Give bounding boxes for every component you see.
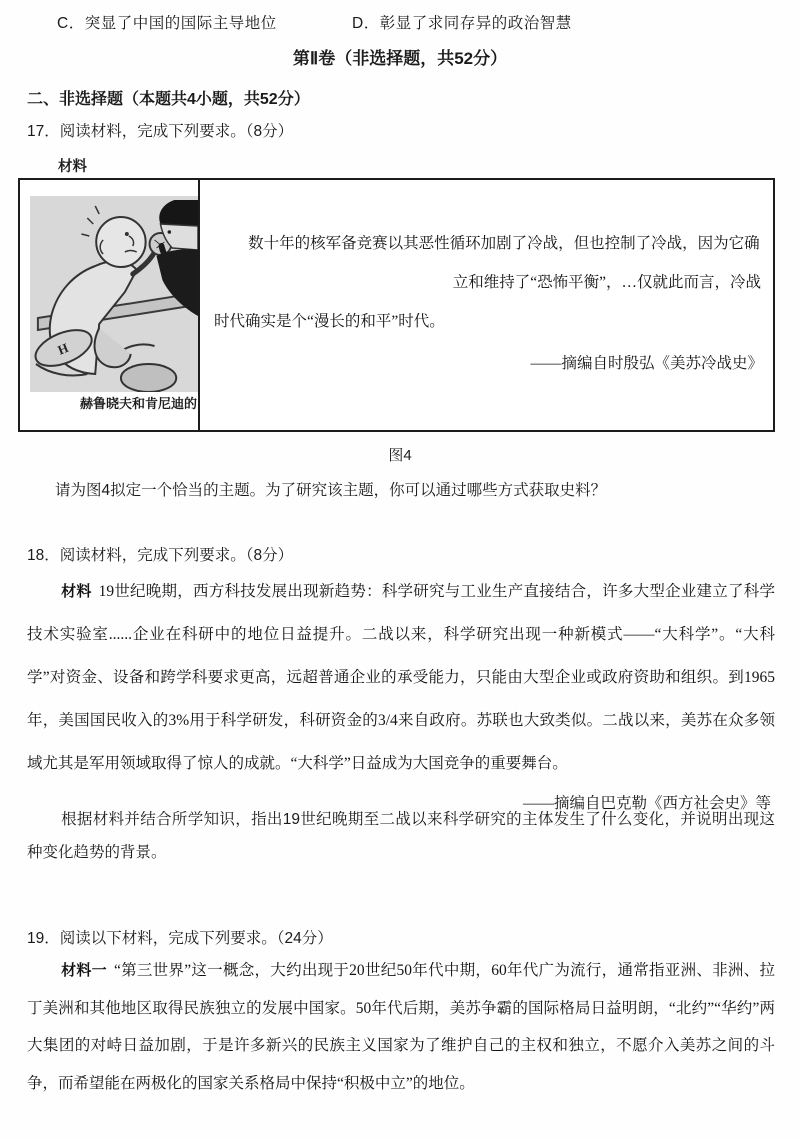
svg-text:H: H (55, 339, 71, 358)
q18-material (27, 570, 775, 823)
cartoon-caption: 赫鲁晓夫和肯尼迪的 (80, 396, 198, 411)
choice-option-c: C．突显了中国的国际主导地位 (57, 15, 277, 32)
q19-material-text: “第三世界”这一概念，大约出现于20世纪50年代中期，60年代广为流行，通常指亚洲、非洲、拉丁美洲和其他地区取得民族独立的发展中国家。50年代后期，美苏争霸的国际格局日益明朗，“北约”“华约”两大集团的对峙日益加剧，于是许多新兴的民族主义国家为了维护自己的主权和独立，不愿介入美苏之间的斗争，而希望能在两极化的国家关系格局中保持“积极中立”的地位。 (27, 962, 775, 1092)
q18-material-text: 19世纪晚期，西方科技发展出现新趋势：科学研究与工业生产直接结合，许多大型企业建立了科学技术实验室......企业在科研中的地位日益提升。二战以来，科学研究出现一种新模式——“大科学”。“大科学”对资金、设备和跨学科要求更高，远超普通企业的承受能力，只能由大型企业或政府资助和组织。到1965年，美国国民收入的3%用于科学研发，科研资金的3/4来自政府。苏联也大致类似。二战以来，美苏在众多领域尤其是军用领域取得了惊人的成就。“大科学”日益成为大国竞争的重要舞台。 (27, 583, 775, 772)
q18-question: 根据材料并结合所学知识，指出19世纪晚期至二战以来科学研究的主体发生了什么变化，并说明出现这种变化趋势的背景。 (27, 811, 775, 861)
quote-cell (200, 180, 773, 430)
q17-material-label: 材料 (58, 159, 87, 175)
cartoon-image (30, 196, 198, 392)
choice-option-d: D．彰显了求同存异的政治智慧 (352, 15, 572, 32)
quote-line: 时代确实是个“漫长的和平”时代。 (214, 313, 445, 330)
q19-heading: 19．阅读以下材料，完成下列要求。（24分） (27, 930, 333, 947)
q18-heading: 18．阅读材料，完成下列要求。（8分） (27, 547, 294, 564)
cartoon-cell (20, 180, 200, 430)
quote-line: 数十年的核军备竞赛以其恶性循环加剧了冷战，但也控制了冷战，因为它确 (248, 235, 760, 252)
q18-material-paragraph (27, 570, 775, 785)
q17-material-box (18, 178, 775, 432)
part2-title: 第Ⅱ卷（非选择题，共52分） (292, 49, 508, 68)
quote-line: 立和维持了“恐怖平衡”，…仅就此而言，冷战 (452, 274, 761, 291)
quote-source: ——摘编自时殷弘《美苏冷战史》 (530, 355, 763, 372)
q18-material-label: 材料 (61, 583, 92, 600)
q19-material (27, 952, 775, 1102)
q17-question: 请为图4拟定一个恰当的主题。为了研究该主题，你可以通过哪些方式获取史料？ (55, 482, 607, 499)
q19-material-label: 材料一 (61, 962, 107, 979)
q18-material-source: ——摘编自巴克勒《西方社会史》等 (522, 795, 771, 812)
q17-heading: 17．阅读材料，完成下列要求。（8分） (27, 123, 294, 140)
figure4-label: 图4 (388, 447, 412, 464)
section2-heading: 二、非选择题（本题共4小题，共52分） (27, 91, 310, 108)
q19-material-paragraph (27, 952, 775, 1102)
